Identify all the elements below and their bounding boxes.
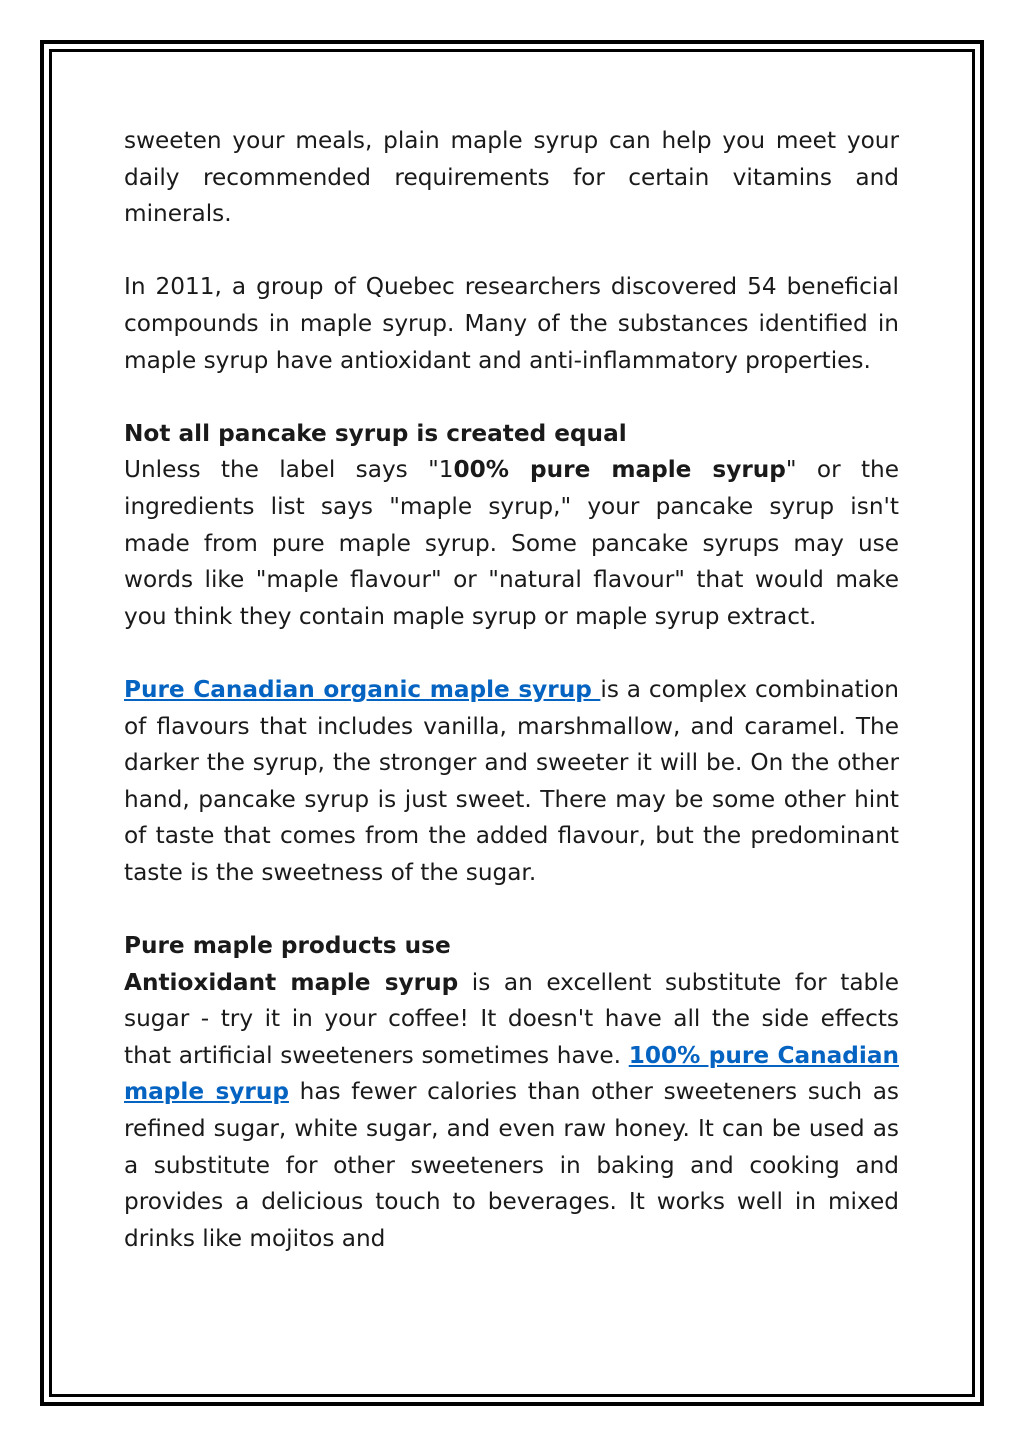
flavours-text: is a complex combination of flavours that includes vanilla, marshmallow, and caramel. The darker the syrup, the stronger and sweeter it will be. On the other hand, pancake syrup is just sweet. There may be some other hint of taste that comes from the added flavour, but the predominant taste is the sweetness of the sugar. (124, 675, 899, 886)
paragraph-gap (124, 635, 899, 672)
paragraph-gap (124, 233, 899, 270)
document-body (124, 123, 899, 1257)
paragraph-gap (124, 891, 899, 928)
paragraph-gap (124, 379, 899, 416)
label-text-bold: 00% pure maple syrup (453, 456, 786, 484)
link-pure-canadian-organic-maple-syrup[interactable]: Pure Canadian organic maple syrup (124, 675, 601, 703)
paragraph-minerals: sweeten your meals, plain maple syrup can help you meet your daily recommended requirements for certain vitamins and minerals. (124, 127, 899, 228)
paragraph-label-warning (124, 452, 899, 635)
paragraph-flavours (124, 672, 899, 892)
calories-text: has fewer calories than other sweeteners such as refined sugar, white sugar, and even raw honey. It can be used as a substitute for other sweeteners in baking and cooking and provides a delicious touch to beverages. It works well in mixed drinks like mojitos and (124, 1078, 899, 1252)
paragraph-antioxidant (124, 965, 899, 1258)
link-100-pure-canadian-maple-syrup[interactable]: 100% pure Canadian maple syrup (124, 1041, 899, 1106)
paragraph-quebec-research: In 2011, a group of Quebec researchers discovered 54 beneficial compounds in maple syrup. Many of the substances identified in maple syrup have antioxidant and anti-inflammatory properties. (124, 273, 899, 374)
heading-not-all-pancake-syrup: Not all pancake syrup is created equal (124, 419, 627, 447)
antioxidant-bold: Antioxidant maple syrup (124, 968, 459, 996)
antioxidant-text: is an excellent substitute for table sugar - try it in your coffee! It doesn't have all the side effects that artificial sweeteners sometimes have. (124, 968, 899, 1069)
label-text-start: Unless the label says "1 (124, 456, 454, 484)
label-text-end: " or the ingredients list says "maple syrup," your pancake syrup isn't made from pure maple syrup. Some pancake syrups may use words like "maple flavour" or "natural flavour" that would make you think they contain maple syrup or maple syrup extract. (124, 456, 899, 630)
heading-pure-maple-products: Pure maple products use (124, 932, 451, 960)
